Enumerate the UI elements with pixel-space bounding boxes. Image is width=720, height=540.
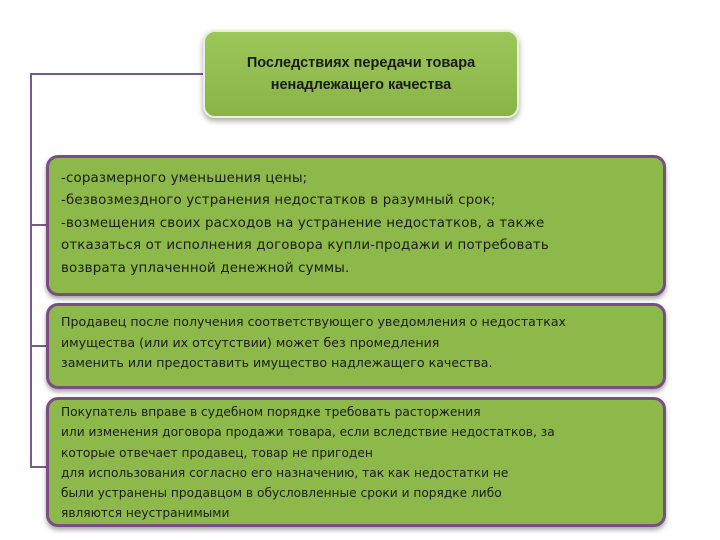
consequence-text-2: Продавец после получения соответствующего уведомления о недостатках имущества (или их отсутствии) может без промедления заменить или предоставить имущество надлежащего качества. xyxy=(61,314,567,370)
consequence-box-3 xyxy=(46,397,666,527)
title-text: Последствиях передачи товара ненадлежащего качества xyxy=(246,55,476,93)
consequence-box-2 xyxy=(46,303,666,389)
connector-trunk-horizontal xyxy=(30,73,204,75)
consequence-box-1 xyxy=(46,155,666,296)
consequence-text-1: -соразмерного уменьшения цены; -безвозмездного устранения недостатков в разумный срок; -возмещения своих расходов на устранение недостатков, а также отказаться от исполнения договора купли-продажи и потребовать возврата уплаченной денежной суммы. xyxy=(61,171,549,276)
connector-trunk-vertical xyxy=(30,73,32,468)
title-box xyxy=(203,30,519,118)
consequence-text-3: Покупатель вправе в судебном порядке требовать расторжения или изменения договора продажи товара, если вследствие недостатков, за которые отвечает продавец, товар не пригоден для использования согласно его назначению, так как недостатки не были устранены продавцом в обусловленные сроки и порядке либо являются неустранимыми xyxy=(61,405,555,521)
